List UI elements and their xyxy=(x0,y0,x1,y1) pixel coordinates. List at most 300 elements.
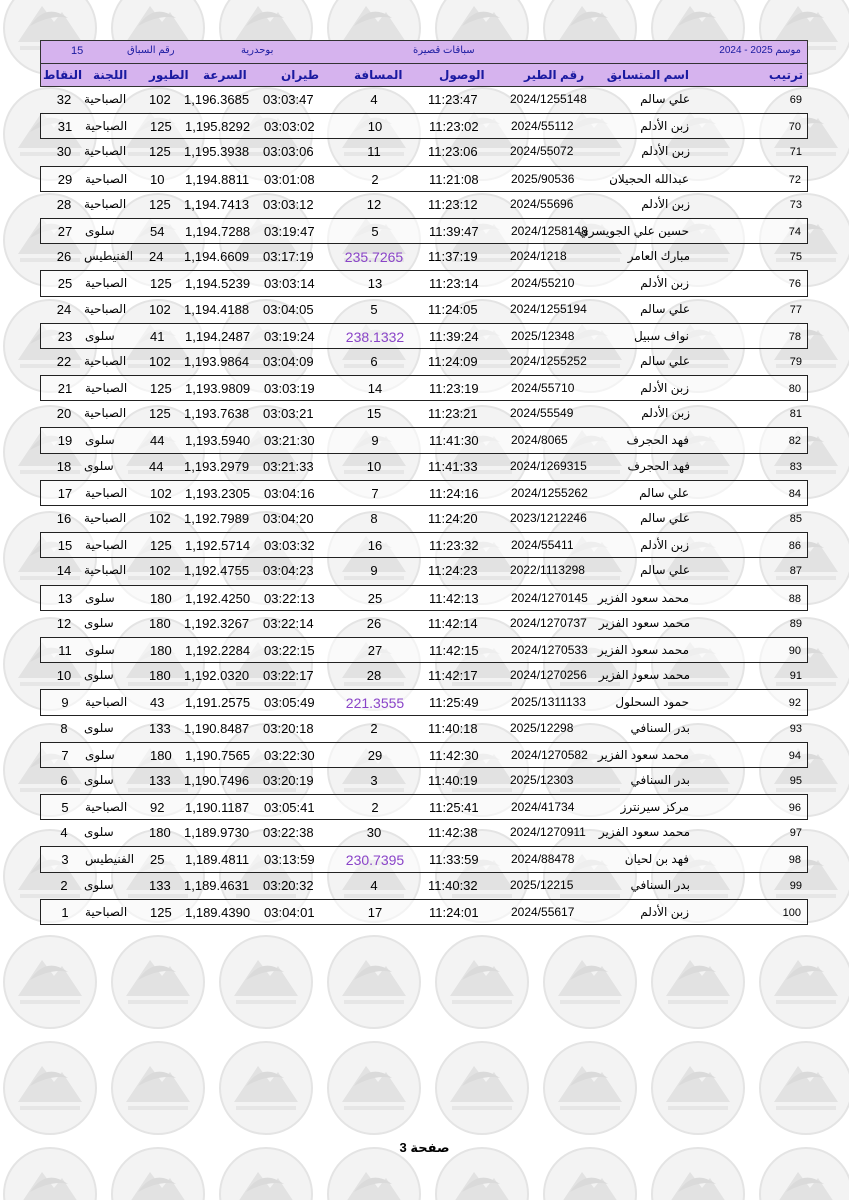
cell-birds: 102 xyxy=(149,511,171,526)
col-speed: السرعة xyxy=(203,68,247,82)
table-row xyxy=(40,742,808,768)
cell-rank: 100 xyxy=(782,906,801,919)
cell-loft: الصباحية xyxy=(85,800,128,815)
cell-name: محمد سعود الفزير xyxy=(597,747,689,762)
cell-points: 4 xyxy=(60,825,68,841)
cell-arrival: 11:25:49 xyxy=(429,695,479,711)
cell-flight: 03:20:18 xyxy=(263,720,314,736)
cell-loft: سلوى xyxy=(85,747,115,762)
cell-loft: سلوى xyxy=(84,825,114,840)
cell-name: محمد سعود الفزير xyxy=(598,825,690,840)
cell-birds: 10 xyxy=(150,171,165,187)
cell-arrival: 11:24:09 xyxy=(428,353,478,369)
cell-flight: 03:03:14 xyxy=(264,276,315,292)
cell-loft: الصباحية xyxy=(85,904,128,919)
cell-name: مركز سيرنترز xyxy=(620,800,689,815)
cell-points: 11 xyxy=(58,642,72,658)
cell-loft: الصباحية xyxy=(84,196,127,211)
cell-rank: 97 xyxy=(789,827,802,840)
table-row xyxy=(40,323,808,349)
results-sheet xyxy=(40,40,808,925)
col-ring: رقم الطير xyxy=(524,68,585,82)
cell-arrival: 11:42:38 xyxy=(428,825,478,841)
cell-rank: 85 xyxy=(789,513,802,525)
cell-loft: الصباحية xyxy=(85,485,128,500)
cell-speed: 1,190.8487 xyxy=(184,720,250,736)
cell-name: فهد الحجرف xyxy=(626,433,689,448)
cell-ring: 2024/1218 xyxy=(510,249,567,264)
cell-arrival: 11:23:14 xyxy=(429,276,479,292)
cell-speed: 1,190.1187 xyxy=(185,800,250,816)
cell-rank: 92 xyxy=(788,697,801,710)
cell-birds: 102 xyxy=(149,92,171,107)
cell-birds: 54 xyxy=(150,223,165,239)
cell-distance: 4 xyxy=(370,92,378,107)
cell-rank: 75 xyxy=(789,251,802,264)
cell-points: 8 xyxy=(60,720,68,736)
table-row xyxy=(40,846,808,872)
cell-rank: 81 xyxy=(789,408,802,421)
cell-points: 21 xyxy=(57,381,73,397)
cell-flight: 03:04:09 xyxy=(263,353,314,369)
table-row xyxy=(40,113,808,139)
cell-flight: 03:17:19 xyxy=(263,249,314,265)
cell-arrival: 11:37:19 xyxy=(428,249,478,265)
cell-name: علي سالم xyxy=(640,353,690,368)
cell-distance: 17 xyxy=(367,904,383,920)
cell-distance: 15 xyxy=(366,406,382,422)
cell-loft: سلوى xyxy=(85,223,115,238)
cell-arrival: 11:42:14 xyxy=(428,615,478,631)
table-row xyxy=(40,375,808,401)
col-birds: الطيور xyxy=(149,68,189,82)
cell-distance: 16 xyxy=(367,538,383,554)
cell-points: 9 xyxy=(61,695,69,711)
cell-flight: 03:22:14 xyxy=(263,615,314,631)
table-row xyxy=(40,454,808,480)
table-row xyxy=(40,585,808,611)
cell-flight: 03:20:19 xyxy=(263,772,314,788)
cell-speed: 1,189.4811 xyxy=(185,852,250,868)
cell-birds: 44 xyxy=(149,458,164,474)
cell-loft: سلوى xyxy=(85,433,115,448)
cell-distance: 25 xyxy=(367,590,383,606)
cell-ring: 2024/1270145 xyxy=(511,590,588,605)
cell-loft: الصباحية xyxy=(84,301,127,316)
cell-speed: 1,194.4188 xyxy=(184,301,250,317)
cell-speed: 1,196.3685 xyxy=(184,92,250,107)
race-number: 15 xyxy=(71,45,84,57)
cell-loft: سلوى xyxy=(84,615,114,630)
cell-ring: 2025/12303 xyxy=(510,772,574,787)
cell-rank: 96 xyxy=(788,802,801,815)
cell-distance: 14 xyxy=(367,381,383,397)
cell-loft: الصباحية xyxy=(85,119,128,134)
table-row xyxy=(40,637,808,663)
cell-arrival: 11:23:19 xyxy=(429,381,479,397)
cell-points: 23 xyxy=(57,328,73,344)
cell-rank: 88 xyxy=(788,592,801,605)
cell-rank: 73 xyxy=(789,198,802,211)
cell-flight: 03:21:33 xyxy=(263,458,314,474)
col-arrival: الوصول xyxy=(439,68,485,82)
cell-ring: 2024/55617 xyxy=(511,904,575,919)
cell-speed: 1,193.5940 xyxy=(185,433,251,449)
cell-loft: الصباحية xyxy=(85,538,128,553)
cell-birds: 44 xyxy=(150,433,165,449)
cell-ring: 2024/1255194 xyxy=(510,301,587,316)
cell-birds: 125 xyxy=(150,276,172,292)
cell-ring: 2024/1270582 xyxy=(511,747,588,762)
cell-points: 32 xyxy=(56,92,72,107)
cell-loft: سلوى xyxy=(85,590,115,605)
cell-flight: 03:03:32 xyxy=(264,538,315,554)
table-row xyxy=(40,820,808,846)
cell-points: 15 xyxy=(57,538,73,554)
table-row xyxy=(40,506,808,532)
cell-loft: الصباحية xyxy=(84,92,127,106)
cell-arrival: 11:23:02 xyxy=(429,119,479,135)
cell-points: 18 xyxy=(56,458,72,474)
cell-distance: 2 xyxy=(371,800,379,816)
cell-arrival: 11:24:05 xyxy=(428,301,478,317)
cell-points: 1 xyxy=(61,904,69,920)
cell-ring: 2024/55112 xyxy=(511,119,574,134)
cell-points: 24 xyxy=(56,301,72,317)
cell-name: فهد بن لحيان xyxy=(624,852,689,867)
cell-arrival: 11:39:24 xyxy=(429,328,479,344)
cell-flight: 03:05:49 xyxy=(264,695,315,711)
cell-birds: 125 xyxy=(149,144,171,160)
cell-points: 3 xyxy=(61,852,69,868)
cell-distance: 6 xyxy=(370,353,378,369)
cell-distance: 230.7395 xyxy=(345,852,405,869)
cell-rank: 87 xyxy=(789,565,802,578)
col-loft: اللجنة xyxy=(93,68,128,82)
cell-loft: سلوى xyxy=(85,328,115,343)
cell-ring: 2025/12298 xyxy=(510,720,574,735)
cell-points: 28 xyxy=(56,196,72,212)
cell-arrival: 11:23:32 xyxy=(429,538,479,554)
cell-ring: 2024/1255252 xyxy=(510,353,587,368)
cell-arrival: 11:40:19 xyxy=(428,772,478,788)
cell-name: فهد الحجرف xyxy=(627,458,690,473)
table-row xyxy=(40,558,808,584)
cell-flight: 03:04:05 xyxy=(263,301,314,317)
cell-distance: 30 xyxy=(366,825,382,841)
cell-ring: 2025/90536 xyxy=(511,171,575,186)
cell-name: محمد سعود الفزير xyxy=(597,642,689,657)
cell-ring: 2024/1258148 xyxy=(511,223,588,238)
table-row xyxy=(40,663,808,689)
cell-flight: 03:03:06 xyxy=(263,144,314,160)
cell-rank: 71 xyxy=(789,146,802,159)
cell-distance: 4 xyxy=(370,877,378,893)
cell-arrival: 11:40:18 xyxy=(428,720,478,736)
cell-distance: 221.3555 xyxy=(345,695,405,712)
cell-loft: سلوى xyxy=(85,642,115,657)
cell-arrival: 11:25:41 xyxy=(429,800,479,816)
location-label: بوحدرية xyxy=(241,45,274,56)
cell-flight: 03:22:13 xyxy=(264,590,315,606)
cell-ring: 2024/1270256 xyxy=(510,668,587,683)
cell-points: 2 xyxy=(60,877,68,893)
cell-speed: 1,192.2284 xyxy=(185,642,251,658)
cell-points: 30 xyxy=(56,144,72,160)
cell-ring: 2024/55549 xyxy=(510,406,574,421)
cell-points: 17 xyxy=(57,485,73,501)
table-row xyxy=(40,270,808,296)
cell-rank: 98 xyxy=(788,854,801,867)
cell-loft: الصباحية xyxy=(85,171,128,186)
table-row xyxy=(40,794,808,820)
cell-rank: 74 xyxy=(788,225,801,238)
cell-speed: 1,194.6609 xyxy=(184,249,250,265)
cell-ring: 2024/55411 xyxy=(511,538,574,553)
cell-flight: 03:22:17 xyxy=(263,668,314,684)
cell-arrival: 11:24:01 xyxy=(429,904,479,920)
cell-ring: 2024/1255148 xyxy=(510,92,587,106)
cell-distance: 29 xyxy=(367,747,383,763)
cell-birds: 133 xyxy=(149,772,171,788)
cell-loft: الصباحية xyxy=(84,511,127,525)
cell-birds: 24 xyxy=(149,249,164,265)
cell-birds: 125 xyxy=(150,904,172,920)
cell-name: زبن الأدلم xyxy=(640,119,689,134)
race-number-label: رقم السباق xyxy=(127,45,175,56)
cell-ring: 2024/55210 xyxy=(511,276,575,291)
cell-name: حمود السحلول xyxy=(615,695,689,710)
col-name: اسم المتسابق xyxy=(606,68,689,82)
table-row xyxy=(40,689,808,715)
cell-birds: 180 xyxy=(150,642,172,658)
cell-arrival: 11:23:21 xyxy=(428,406,478,422)
cell-loft: سلوى xyxy=(84,668,114,683)
cell-rank: 95 xyxy=(789,774,802,787)
cell-distance: 5 xyxy=(371,223,379,239)
race-info-header xyxy=(40,40,808,64)
cell-ring: 2024/41734 xyxy=(511,800,575,815)
cell-rank: 91 xyxy=(789,670,802,683)
cell-ring: 2024/55696 xyxy=(510,196,574,211)
cell-speed: 1,195.8292 xyxy=(185,119,251,135)
cell-speed: 1,194.7413 xyxy=(184,196,250,212)
cell-ring: 2023/1212246 xyxy=(510,511,587,525)
cell-birds: 180 xyxy=(149,825,171,841)
cell-rank: 80 xyxy=(788,383,801,396)
cell-flight: 03:03:19 xyxy=(264,381,315,397)
cell-rank: 89 xyxy=(789,617,802,630)
cell-name: زبن الأدلم xyxy=(641,406,690,421)
cell-points: 16 xyxy=(56,511,72,526)
cell-rank: 76 xyxy=(788,278,801,291)
cell-speed: 1,192.7989 xyxy=(184,511,250,526)
cell-speed: 1,193.2305 xyxy=(185,485,251,501)
page-number: صفحة 3 xyxy=(399,1140,450,1155)
table-row xyxy=(40,192,808,218)
col-points: النقاط xyxy=(43,68,83,82)
cell-flight: 03:21:30 xyxy=(264,433,315,449)
cell-rank: 82 xyxy=(788,435,801,448)
cell-points: 6 xyxy=(60,772,68,788)
cell-arrival: 11:24:23 xyxy=(428,563,478,579)
cell-distance: 10 xyxy=(367,119,383,135)
cell-birds: 43 xyxy=(150,695,165,711)
cell-arrival: 11:42:17 xyxy=(428,668,478,684)
cell-points: 27 xyxy=(57,223,73,239)
cell-rank: 84 xyxy=(788,487,801,500)
cell-ring: 2024/1270533 xyxy=(511,642,588,657)
cell-flight: 03:19:47 xyxy=(264,223,315,239)
cell-birds: 25 xyxy=(150,852,165,868)
cell-name: زبن الأدلم xyxy=(640,538,689,553)
cell-distance: 27 xyxy=(367,642,383,658)
col-rank: ترتيب xyxy=(768,68,803,82)
cell-arrival: 11:23:47 xyxy=(428,92,478,107)
cell-speed: 1,193.2979 xyxy=(184,458,250,474)
cell-loft: الصباحية xyxy=(84,353,127,368)
cell-distance: 9 xyxy=(370,563,378,579)
cell-speed: 1,189.9730 xyxy=(184,825,250,841)
cell-ring: 2025/12215 xyxy=(510,877,574,892)
cell-speed: 1,191.2575 xyxy=(185,695,251,711)
cell-name: بدر السنافي xyxy=(630,877,690,892)
table-row xyxy=(40,532,808,558)
cell-flight: 03:03:47 xyxy=(263,92,314,107)
cell-name: بدر السنافي xyxy=(630,720,690,735)
cell-distance: 8 xyxy=(370,511,378,526)
cell-ring: 2024/88478 xyxy=(511,852,575,867)
cell-rank: 86 xyxy=(788,540,801,553)
cell-points: 12 xyxy=(56,615,72,631)
cell-ring: 2022/1113298 xyxy=(510,563,585,578)
cell-rank: 93 xyxy=(789,722,802,735)
cell-name: علي سالم xyxy=(639,485,689,500)
table-row xyxy=(40,873,808,899)
cell-speed: 1,194.5239 xyxy=(185,276,251,292)
cell-loft: الصباحية xyxy=(85,695,128,710)
cell-distance: 13 xyxy=(367,276,383,292)
cell-speed: 1,194.8811 xyxy=(185,171,250,187)
cell-points: 31 xyxy=(57,119,73,135)
cell-ring: 2024/1255262 xyxy=(511,485,588,500)
cell-speed: 1,193.9864 xyxy=(184,353,250,369)
cell-speed: 1,189.4631 xyxy=(184,877,250,893)
cell-points: 22 xyxy=(56,353,72,369)
cell-arrival: 11:42:30 xyxy=(429,747,479,763)
cell-name: عبدالله الحجيلان xyxy=(609,171,689,186)
cell-name: علي سالم xyxy=(640,511,690,525)
cell-arrival: 11:24:20 xyxy=(428,511,478,526)
cell-speed: 1,194.2487 xyxy=(185,328,251,344)
cell-distance: 26 xyxy=(366,615,382,631)
table-row xyxy=(40,427,808,453)
cell-name: علي سالم xyxy=(640,92,690,106)
cell-speed: 1,194.7288 xyxy=(185,223,251,239)
cell-distance: 11 xyxy=(367,144,381,160)
cell-birds: 133 xyxy=(149,877,171,893)
cell-distance: 10 xyxy=(366,458,382,474)
cell-birds: 125 xyxy=(149,196,171,212)
cell-distance: 9 xyxy=(371,433,379,449)
cell-rank: 94 xyxy=(788,749,801,762)
cell-distance: 3 xyxy=(370,772,378,788)
table-row xyxy=(40,401,808,427)
cell-arrival: 11:24:16 xyxy=(429,485,479,501)
cell-birds: 92 xyxy=(150,800,165,816)
table-row xyxy=(40,297,808,323)
table-row xyxy=(40,768,808,794)
cell-flight: 03:01:08 xyxy=(264,171,315,187)
cell-flight: 03:04:01 xyxy=(264,904,315,920)
cell-birds: 180 xyxy=(149,668,171,684)
table-row xyxy=(40,139,808,165)
cell-name: نواف سبيل xyxy=(633,328,689,343)
cell-flight: 03:22:38 xyxy=(263,825,314,841)
cell-loft: سلوى xyxy=(84,720,114,735)
cell-speed: 1,192.5714 xyxy=(185,538,251,554)
cell-loft: الصباحية xyxy=(85,381,128,396)
cell-ring: 2024/1269315 xyxy=(510,458,587,473)
cell-distance: 12 xyxy=(366,196,382,212)
cell-distance: 7 xyxy=(371,485,379,501)
cell-birds: 180 xyxy=(150,590,172,606)
results-table-body xyxy=(40,87,808,925)
table-row xyxy=(40,218,808,244)
cell-loft: الصباحية xyxy=(84,563,127,578)
cell-birds: 125 xyxy=(149,406,171,422)
cell-arrival: 11:33:59 xyxy=(429,852,479,868)
cell-distance: 28 xyxy=(366,668,382,684)
cell-speed: 1,192.3267 xyxy=(184,615,250,631)
cell-loft: الصباحية xyxy=(85,276,128,291)
cell-distance: 5 xyxy=(370,301,378,317)
cell-speed: 1,192.4755 xyxy=(184,563,250,579)
cell-rank: 69 xyxy=(789,94,802,106)
cell-name: زبن الأدلم xyxy=(640,381,689,396)
column-header-row xyxy=(40,64,808,87)
cell-rank: 83 xyxy=(789,460,802,473)
cell-speed: 1,192.4250 xyxy=(185,590,251,606)
cell-birds: 180 xyxy=(149,615,171,631)
cell-arrival: 11:39:47 xyxy=(429,223,479,239)
cell-arrival: 11:42:15 xyxy=(429,642,479,658)
cell-name: زبن الأدلم xyxy=(640,904,689,919)
cell-flight: 03:05:41 xyxy=(264,800,315,816)
season-label: موسم 2025 - 2024 xyxy=(719,45,801,56)
cell-birds: 102 xyxy=(150,485,172,501)
cell-ring: 2025/1311133 xyxy=(511,695,586,710)
cell-name: علي سالم xyxy=(640,563,690,578)
cell-points: 7 xyxy=(61,747,69,763)
cell-loft: سلوى xyxy=(84,877,114,892)
cell-name: زبن الأدلم xyxy=(641,196,690,211)
cell-points: 29 xyxy=(57,171,73,187)
cell-name: زبن الأدلم xyxy=(640,276,689,291)
cell-arrival: 11:42:13 xyxy=(429,590,479,606)
cell-rank: 70 xyxy=(788,121,801,134)
cell-flight: 03:03:12 xyxy=(263,196,314,212)
cell-name: زبن الأدلم xyxy=(641,144,690,159)
cell-loft: سلوى xyxy=(84,772,114,787)
cell-birds: 133 xyxy=(149,720,171,736)
cell-rank: 78 xyxy=(788,330,801,343)
cell-flight: 03:22:15 xyxy=(264,642,315,658)
cell-speed: 1,190.7565 xyxy=(185,747,251,763)
table-row xyxy=(40,349,808,375)
table-row xyxy=(40,87,808,113)
cell-arrival: 11:41:30 xyxy=(429,433,479,449)
